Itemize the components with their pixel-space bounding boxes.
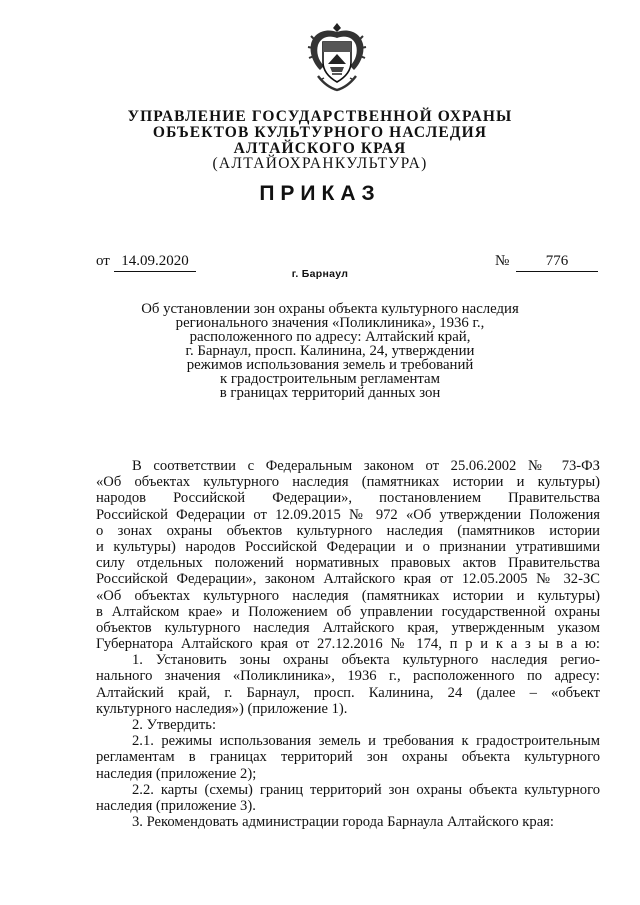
preamble-line: силу отдельных положений нормативных правовых актов Правительства [96, 555, 600, 572]
number-prefix: № [495, 253, 510, 269]
date-prefix: от [96, 253, 110, 269]
order-item-2-2-line: наследия (приложение 3). [96, 797, 256, 814]
preamble-line: объектов культурного наследия Алтайского края, утвержденным указом [96, 619, 600, 636]
preamble-line: Российской Федерации от 12.09.2015 № 972 «Об утверждении Положения [96, 506, 600, 523]
order-item-1-line: 1. Установить зоны охраны объекта культурного наследия регио- [132, 652, 600, 669]
preamble-line: в Алтайском крае» и Положением об управлении государственной охраны [96, 603, 600, 620]
subject-line: Об установлении зон охраны объекта культурного наследия [141, 301, 519, 317]
order-item-2-2-line: 2.2. карты (схемы) границ территорий зон охраны объекта культурного [132, 781, 600, 798]
organization-name-line-2: ОБЪЕКТОВ КУЛЬТУРНОГО НАСЛЕДИЯ [152, 124, 488, 141]
preamble-line: Российской Федерации», законом Алтайского края от 12.05.2005 № 32-ЗС [96, 571, 600, 588]
document-type-title: ПРИКАЗ [259, 182, 381, 205]
preamble-line: Губернатора Алтайского края от 27.12.2016 № 174, п р и к а з ы в а ю: [96, 636, 600, 653]
preamble-line: «Об объектах культурного наследия (памятниках истории и культуры) [96, 587, 600, 604]
order-item-1-line: культурного наследия») (приложение 1). [96, 700, 348, 717]
order-item-2-1-line: регламентам в границах территорий зон охраны объекта культурного [96, 749, 600, 766]
document-body [96, 458, 600, 830]
preamble-line: и культуры) народов Российской Федерации и о признании утратившими [96, 538, 600, 555]
issue-city: г. Барнаул [291, 268, 349, 280]
order-item-2-1-line: 2.1. режимы использования земель и требования к градостроительным [132, 733, 600, 750]
subject-line: к градостроительным регламентам [220, 371, 440, 387]
document-subject [120, 302, 540, 400]
order-item-1-line: нального значения «Поликлиника», 1936 г., расположенного по адресу: [96, 668, 600, 685]
preamble-line: В соответствии с Федеральным законом от 25.06.2002 № 73-ФЗ [132, 458, 600, 474]
order-item-3-line: 3. Рекомендовать администрации города Барнаула Алтайского края: [132, 814, 554, 831]
order-item-2-1-line: наследия (приложение 2); [96, 765, 257, 782]
subject-line: г. Барнаул, просп. Калинина, 24, утверждении [185, 343, 475, 359]
subject-line: в границах территорий данных зон [219, 385, 441, 401]
organization-name-line-3: АЛТАЙСКОГО КРАЯ [233, 140, 407, 157]
subject-line: регионального значения «Поликлиника», 1936 г., [175, 315, 485, 331]
preamble-line: народов Российской Федерации», постановлением Правительства [96, 490, 600, 507]
order-item-2-line: 2. Утвердить: [132, 717, 217, 733]
subject-line: расположенного по адресу: Алтайский край, [189, 329, 471, 345]
preamble-line: о зонах охраны объектов культурного наследия (памятников истории [96, 522, 600, 539]
document-date: 14.09.2020 [114, 252, 196, 272]
document-number: 776 [516, 252, 598, 272]
organization-short-name: (АЛТАЙОХРАНКУЛЬТУРА) [212, 155, 428, 172]
coat-of-arms-emblem [306, 20, 368, 92]
preamble-line: «Об объектах культурного наследия (памятниках истории и культуры) [96, 474, 600, 491]
subject-line: режимов использования земель и требований [186, 357, 474, 373]
order-item-1-line: Алтайский край, г. Барнаул, просп. Калинина, 24 (далее – «объект [96, 684, 600, 701]
organization-name-line-1: УПРАВЛЕНИЕ ГОСУДАРСТВЕННОЙ ОХРАНЫ [127, 108, 513, 125]
